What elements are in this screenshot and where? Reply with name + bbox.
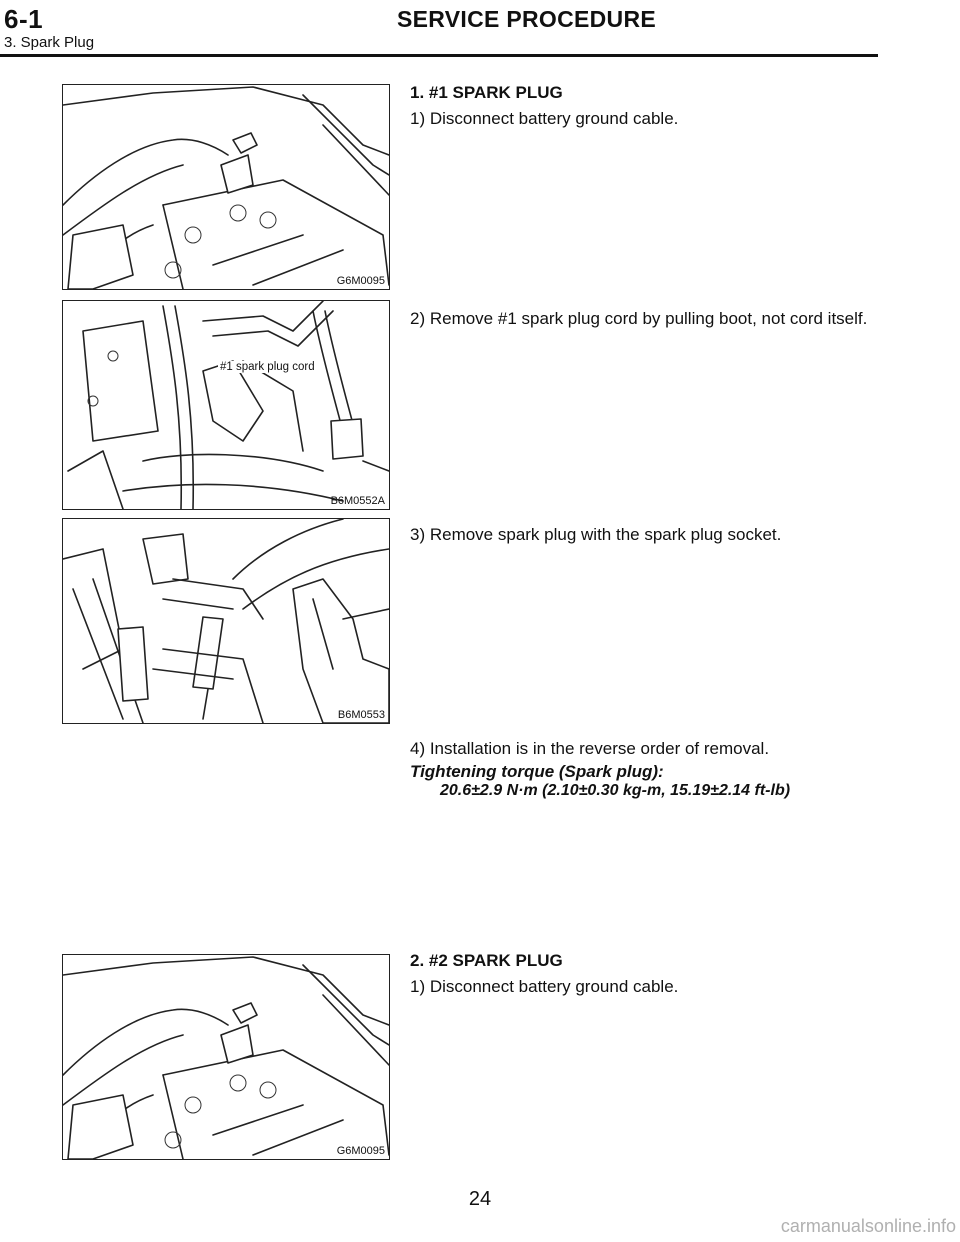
figure-spark-plug-socket <box>62 518 390 724</box>
torque-value: 20.6±2.9 N·m (2.10±0.30 kg-m, 15.19±2.14 ft-lb) <box>440 782 791 799</box>
figure-code: B6M0553 <box>337 709 385 721</box>
figure-battery-cable-2 <box>62 954 390 1160</box>
figure-code: B6M0552A <box>330 495 385 507</box>
section1-step4: 4) Installation is in the reverse order of removal. <box>410 739 770 758</box>
figure-battery-cable <box>62 84 390 290</box>
battery-illustration <box>63 955 389 1159</box>
section2-heading: 2. #2 SPARK PLUG <box>410 951 563 970</box>
header-rule <box>0 54 878 57</box>
figure-code: G6M0095 <box>336 275 385 287</box>
callout-spark-plug-cord: #1 spark plug cord <box>220 361 315 373</box>
figure-spark-plug-cord <box>62 300 390 510</box>
section1-step2: 2) Remove #1 spark plug cord by pulling boot, not cord itself. <box>410 309 868 328</box>
battery-illustration <box>63 85 389 289</box>
watermark: carmanualsonline.info <box>780 1216 956 1236</box>
section1-step3: 3) Remove spark plug with the spark plug socket. <box>410 525 782 544</box>
section-number: 6-1 <box>4 4 44 34</box>
subsection-title: 3. Spark Plug <box>4 34 95 51</box>
figure-code: G6M0095 <box>336 1145 385 1157</box>
section1-step1: 1) Disconnect battery ground cable. <box>410 109 679 128</box>
page-title: SERVICE PROCEDURE <box>397 6 657 32</box>
page-number: 24 <box>468 1188 492 1210</box>
torque-label: Tightening torque (Spark plug): <box>410 762 664 781</box>
section2-step1: 1) Disconnect battery ground cable. <box>410 977 679 996</box>
spark-plug-socket-illustration <box>63 519 389 723</box>
section1-heading: 1. #1 SPARK PLUG <box>410 83 563 102</box>
spark-plug-cord-illustration <box>63 301 389 509</box>
